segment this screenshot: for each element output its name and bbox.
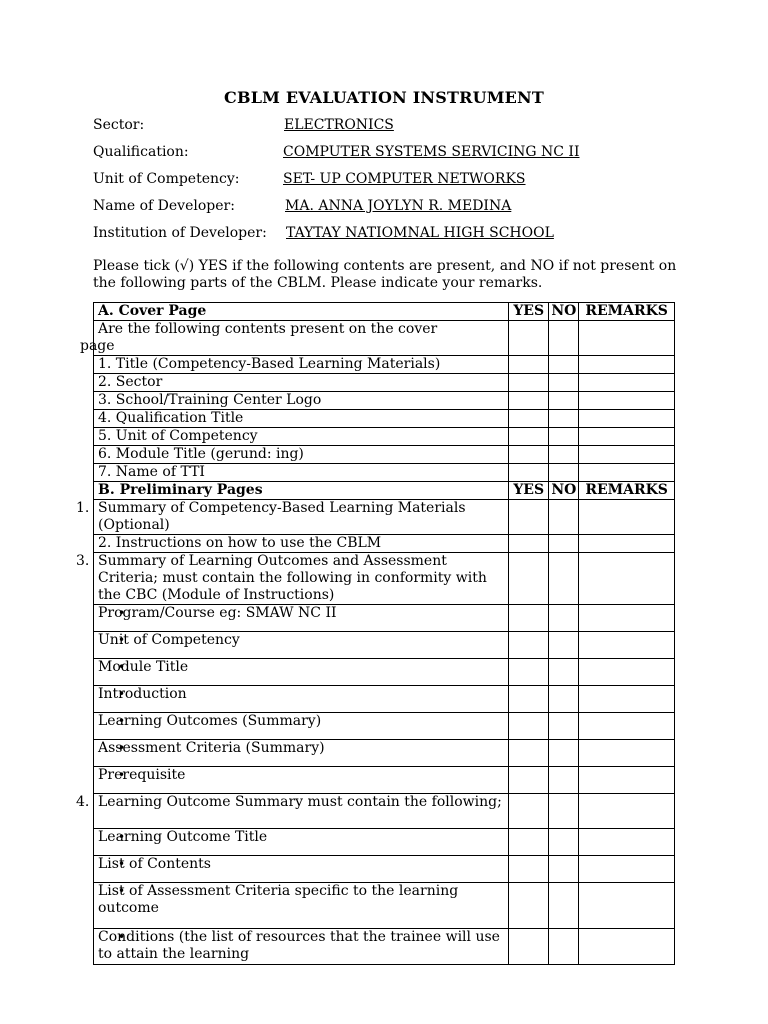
no-cell[interactable]	[549, 740, 579, 767]
section-a-heading: A. Cover Page	[94, 303, 509, 321]
table-row	[94, 829, 675, 856]
remarks-cell[interactable]	[579, 553, 675, 605]
cover-item: 4. Qualification Title	[94, 410, 509, 428]
bullet-item: • Assessment Criteria (Summary)	[94, 740, 509, 767]
bullet-item: • Learning Outcomes (Summary)	[94, 713, 509, 740]
table-row	[94, 500, 675, 535]
qualification-label: Qualification:	[93, 144, 189, 160]
no-column-header: NO	[549, 303, 579, 321]
remarks-cell[interactable]	[579, 356, 675, 374]
table-row	[94, 632, 675, 659]
no-cell[interactable]	[549, 374, 579, 392]
remarks-cell[interactable]	[579, 535, 675, 553]
no-cell[interactable]	[549, 767, 579, 794]
cover-intro-text: Are the following contents present on the cover	[98, 321, 438, 337]
yes-cell[interactable]	[509, 464, 549, 482]
remarks-cell[interactable]	[579, 410, 675, 428]
table-row	[94, 428, 675, 446]
yes-cell[interactable]	[509, 500, 549, 535]
no-cell[interactable]	[549, 856, 579, 883]
item-number: 3.	[76, 553, 90, 569]
remarks-cell[interactable]	[579, 883, 675, 929]
no-cell[interactable]	[549, 500, 579, 535]
no-cell[interactable]	[549, 464, 579, 482]
yes-cell[interactable]	[509, 794, 549, 829]
no-cell[interactable]	[549, 686, 579, 713]
yes-cell[interactable]	[509, 374, 549, 392]
no-cell[interactable]	[549, 410, 579, 428]
remarks-cell[interactable]	[579, 464, 675, 482]
section-b-header-row	[94, 482, 675, 500]
section-b-heading: B. Preliminary Pages	[94, 482, 509, 500]
bullet-item: • Learning Outcome Title	[94, 829, 509, 856]
yes-cell[interactable]	[509, 553, 549, 605]
table-row	[94, 535, 675, 553]
bullet-item: • List of Assessment Criteria specific to the learning outcome	[94, 883, 509, 929]
bullet-item: • Program/Course eg: SMAW NC II	[94, 605, 509, 632]
developer-value: MA. ANNA JOYLYN R. MEDINA	[285, 198, 512, 214]
table-row	[94, 856, 675, 883]
item-text: Learning Outcome Summary must contain the following;	[98, 794, 502, 810]
remarks-cell[interactable]	[579, 659, 675, 686]
item-text: Summary of Learning Outcomes and Assessment Criteria; must contain the following in conformity with the CBC (Module of Instructions)	[98, 553, 487, 603]
cover-item: 2. Sector	[94, 374, 509, 392]
no-cell[interactable]	[549, 446, 579, 464]
table-row	[94, 410, 675, 428]
yes-cell[interactable]	[509, 321, 549, 356]
no-cell[interactable]	[549, 428, 579, 446]
sector-value: ELECTRONICS	[284, 117, 394, 133]
remarks-cell[interactable]	[579, 446, 675, 464]
institution-label: Institution of Developer:	[93, 225, 267, 241]
yes-cell[interactable]	[509, 410, 549, 428]
table-row	[94, 374, 675, 392]
remarks-cell[interactable]	[579, 428, 675, 446]
yes-cell[interactable]	[509, 428, 549, 446]
table-row	[94, 767, 675, 794]
cover-intro-tail: page	[80, 338, 115, 354]
bullet-item: • Unit of Competency	[94, 632, 509, 659]
no-column-header: NO	[549, 482, 579, 500]
yes-cell[interactable]	[509, 883, 549, 929]
item-text: Summary of Competency-Based Learning Materials (Optional)	[98, 500, 466, 533]
cover-item: 5. Unit of Competency	[94, 428, 509, 446]
table-row	[94, 659, 675, 686]
table-row	[94, 446, 675, 464]
unit-value: SET- UP COMPUTER NETWORKS	[283, 171, 526, 187]
bullet-item: • Introduction	[94, 686, 509, 713]
evaluation-table	[76, 302, 675, 965]
table-row	[94, 794, 675, 829]
yes-cell[interactable]	[509, 356, 549, 374]
yes-column-header: YES	[509, 482, 549, 500]
table-row	[94, 713, 675, 740]
remarks-cell[interactable]	[579, 856, 675, 883]
remarks-cell[interactable]	[579, 632, 675, 659]
yes-cell[interactable]	[509, 767, 549, 794]
yes-cell[interactable]	[509, 686, 549, 713]
no-cell[interactable]	[549, 632, 579, 659]
remarks-column-header: REMARKS	[579, 303, 675, 321]
yes-cell[interactable]	[509, 446, 549, 464]
sector-label: Sector:	[93, 117, 145, 133]
table-row	[94, 686, 675, 713]
yes-cell[interactable]	[509, 632, 549, 659]
remarks-cell[interactable]	[579, 713, 675, 740]
yes-cell[interactable]	[509, 929, 549, 965]
remarks-column-header: REMARKS	[579, 482, 675, 500]
yes-cell[interactable]	[509, 535, 549, 553]
instructions-text: Please tick (√) YES if the following contents are present, and NO if not present on the following parts of the CBLM. Please indicate your remarks.	[93, 258, 677, 291]
remarks-cell[interactable]	[579, 794, 675, 829]
yes-cell[interactable]	[509, 659, 549, 686]
remarks-cell[interactable]	[579, 605, 675, 632]
no-cell[interactable]	[549, 659, 579, 686]
remarks-cell[interactable]	[579, 767, 675, 794]
no-cell[interactable]	[549, 929, 579, 965]
table-row	[94, 356, 675, 374]
yes-column-header: YES	[509, 303, 549, 321]
no-cell[interactable]	[549, 356, 579, 374]
no-cell[interactable]	[549, 321, 579, 356]
remarks-cell[interactable]	[579, 686, 675, 713]
cover-intro	[80, 321, 504, 354]
institution-value: TAYTAY NATIOMNAL HIGH SCHOOL	[286, 225, 554, 241]
no-cell[interactable]	[549, 392, 579, 410]
yes-cell[interactable]	[509, 713, 549, 740]
no-cell[interactable]	[549, 535, 579, 553]
remarks-cell[interactable]	[579, 829, 675, 856]
table-row	[94, 553, 675, 605]
cover-item: 1. Title (Competency-Based Learning Materials)	[94, 356, 509, 374]
preliminary-item-1	[76, 500, 504, 534]
bullet-item: • Module Title	[94, 659, 509, 686]
remarks-cell[interactable]	[579, 500, 675, 535]
item-number: 1.	[76, 500, 90, 516]
yes-cell[interactable]	[509, 392, 549, 410]
remarks-cell[interactable]	[579, 392, 675, 410]
remarks-cell[interactable]	[579, 321, 675, 356]
remarks-cell[interactable]	[579, 929, 675, 965]
yes-cell[interactable]	[509, 605, 549, 632]
table-row	[94, 740, 675, 767]
item-number: 4.	[76, 794, 90, 810]
no-cell[interactable]	[549, 713, 579, 740]
no-cell[interactable]	[549, 829, 579, 856]
table-row	[94, 321, 675, 356]
preliminary-item-4	[76, 794, 504, 811]
preliminary-item-2: 2. Instructions on how to use the CBLM	[94, 535, 509, 553]
remarks-cell[interactable]	[579, 374, 675, 392]
table-row	[94, 929, 675, 965]
cover-item: 6. Module Title (gerund: ing)	[94, 446, 509, 464]
yes-cell[interactable]	[509, 829, 549, 856]
remarks-cell[interactable]	[579, 740, 675, 767]
cover-item: 3. School/Training Center Logo	[94, 392, 509, 410]
table-row	[94, 392, 675, 410]
developer-label: Name of Developer:	[93, 198, 235, 214]
no-cell[interactable]	[549, 553, 579, 605]
table-row	[94, 464, 675, 482]
bullet-item: • Prerequisite	[94, 767, 509, 794]
no-cell[interactable]	[549, 883, 579, 929]
section-a-header-row	[94, 303, 675, 321]
yes-cell[interactable]	[509, 740, 549, 767]
yes-cell[interactable]	[509, 856, 549, 883]
no-cell[interactable]	[549, 605, 579, 632]
bullet-item: • Conditions (the list of resources that the trainee will use to attain the learning	[94, 929, 509, 965]
document-title: CBLM EVALUATION INSTRUMENT	[224, 88, 544, 107]
preliminary-item-3	[76, 553, 504, 604]
no-cell[interactable]	[549, 794, 579, 829]
bullet-item: • List of Contents	[94, 856, 509, 883]
table-row	[94, 605, 675, 632]
table-row	[94, 883, 675, 929]
qualification-value: COMPUTER SYSTEMS SERVICING NC II	[283, 144, 580, 160]
cover-item: 7. Name of TTI	[94, 464, 509, 482]
unit-label: Unit of Competency:	[93, 171, 240, 187]
